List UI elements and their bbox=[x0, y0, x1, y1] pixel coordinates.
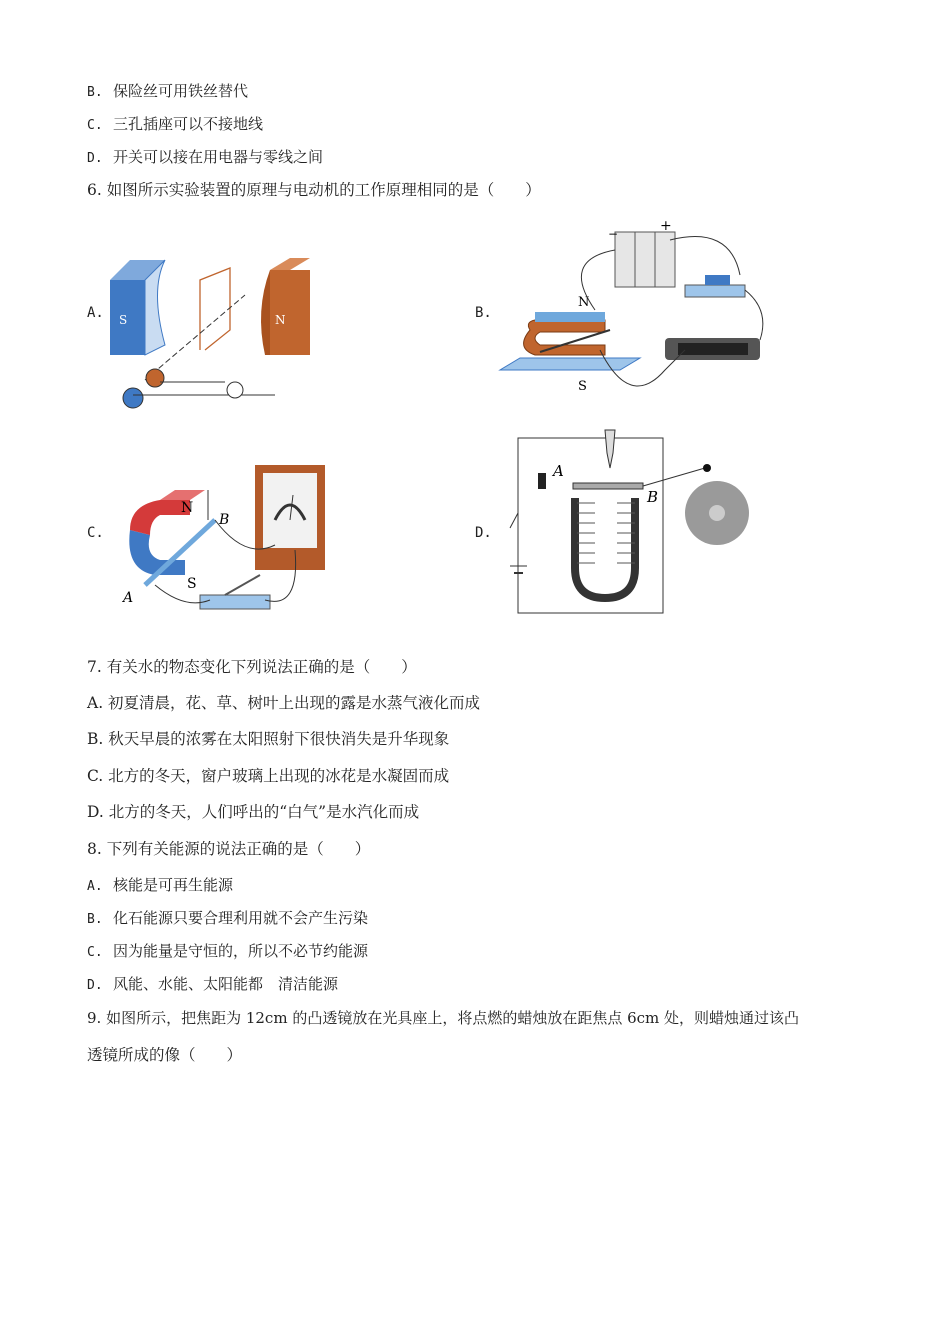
q9-stem-line1: 9. 如图所示，把焦距为 12cm 的凸透镜放在光具座上，将点燃的蜡烛放在距焦点 6cm 处，则蜡烛通过该凸 bbox=[87, 1009, 800, 1027]
figure-b-label: B. bbox=[475, 305, 492, 321]
q5-option-d bbox=[87, 147, 323, 169]
q5-option-b bbox=[87, 81, 248, 103]
q5-option-c bbox=[87, 114, 263, 136]
q8-option-d bbox=[87, 974, 338, 996]
q9-stem-line2: 透镜所成的像（ ） bbox=[87, 1046, 243, 1064]
option-label: B. bbox=[87, 85, 103, 100]
magnet-s-label: S bbox=[119, 313, 128, 327]
option-text: 三孔插座可以不接地线 bbox=[113, 115, 264, 133]
option-text: 化石能源只要合理利用就不会产生污染 bbox=[113, 909, 369, 927]
option-label: C. bbox=[87, 945, 103, 960]
q8-option-c bbox=[87, 941, 368, 963]
figure-a-label: A. bbox=[87, 305, 104, 321]
q6-stem: 6. 如图所示实验装置的原理与电动机的工作原理相同的是（ ） bbox=[87, 181, 541, 199]
battery-minus: − bbox=[608, 227, 619, 241]
q8-stem: 8. 下列有关能源的说法正确的是（ ） bbox=[87, 840, 371, 858]
figure-a-generator-diagram bbox=[105, 250, 325, 410]
option-label: D. bbox=[87, 151, 103, 166]
q7-option-b: B. 秋天早晨的浓雾在太阳照射下很快消失是升华现象 bbox=[87, 730, 450, 748]
option-text: 核能是可再生能源 bbox=[113, 876, 234, 894]
pole-s-label: S bbox=[187, 576, 197, 592]
point-b-label: B bbox=[219, 512, 230, 528]
q7-stem: 7. 有关水的物态变化下列说法正确的是（ ） bbox=[87, 658, 417, 676]
point-a-label: A bbox=[123, 590, 134, 606]
option-text: 因为能量是守恒的，所以不必节约能源 bbox=[113, 942, 369, 960]
option-label: C. bbox=[87, 118, 103, 133]
battery-plus: + bbox=[660, 218, 672, 234]
figure-c-label: C. bbox=[87, 525, 104, 541]
figure-d-electric-bell-diagram bbox=[505, 428, 755, 618]
figure-c-induction-diagram bbox=[115, 460, 335, 615]
q7-option-c: C. 北方的冬天，窗户玻璃上出现的冰花是水凝固而成 bbox=[87, 767, 450, 785]
magnet-n-label: N bbox=[275, 313, 286, 327]
option-label: A. bbox=[87, 879, 103, 894]
point-a-label: A bbox=[553, 462, 564, 480]
point-b-label: B bbox=[647, 488, 659, 506]
figure-d-label: D. bbox=[475, 525, 492, 541]
option-text: 保险丝可用铁丝替代 bbox=[113, 82, 249, 100]
pole-n-label: N bbox=[181, 500, 194, 516]
q8-option-b bbox=[87, 908, 368, 930]
pole-s-label: S bbox=[578, 379, 587, 394]
option-label: B. bbox=[87, 912, 103, 927]
figure-b-motor-diagram bbox=[500, 220, 770, 405]
q7-option-a: A. 初夏清晨，花、草、树叶上出现的露是水蒸气液化而成 bbox=[87, 694, 481, 712]
option-text: 风能、水能、太阳能都 清洁能源 bbox=[113, 975, 339, 993]
option-label: D. bbox=[87, 978, 103, 993]
option-text: 开关可以接在用电器与零线之间 bbox=[113, 148, 324, 166]
q7-option-d: D. 北方的冬天，人们呼出的“白气”是水汽化而成 bbox=[87, 803, 420, 821]
pole-n-label: N bbox=[578, 295, 590, 310]
q8-option-a bbox=[87, 875, 233, 897]
